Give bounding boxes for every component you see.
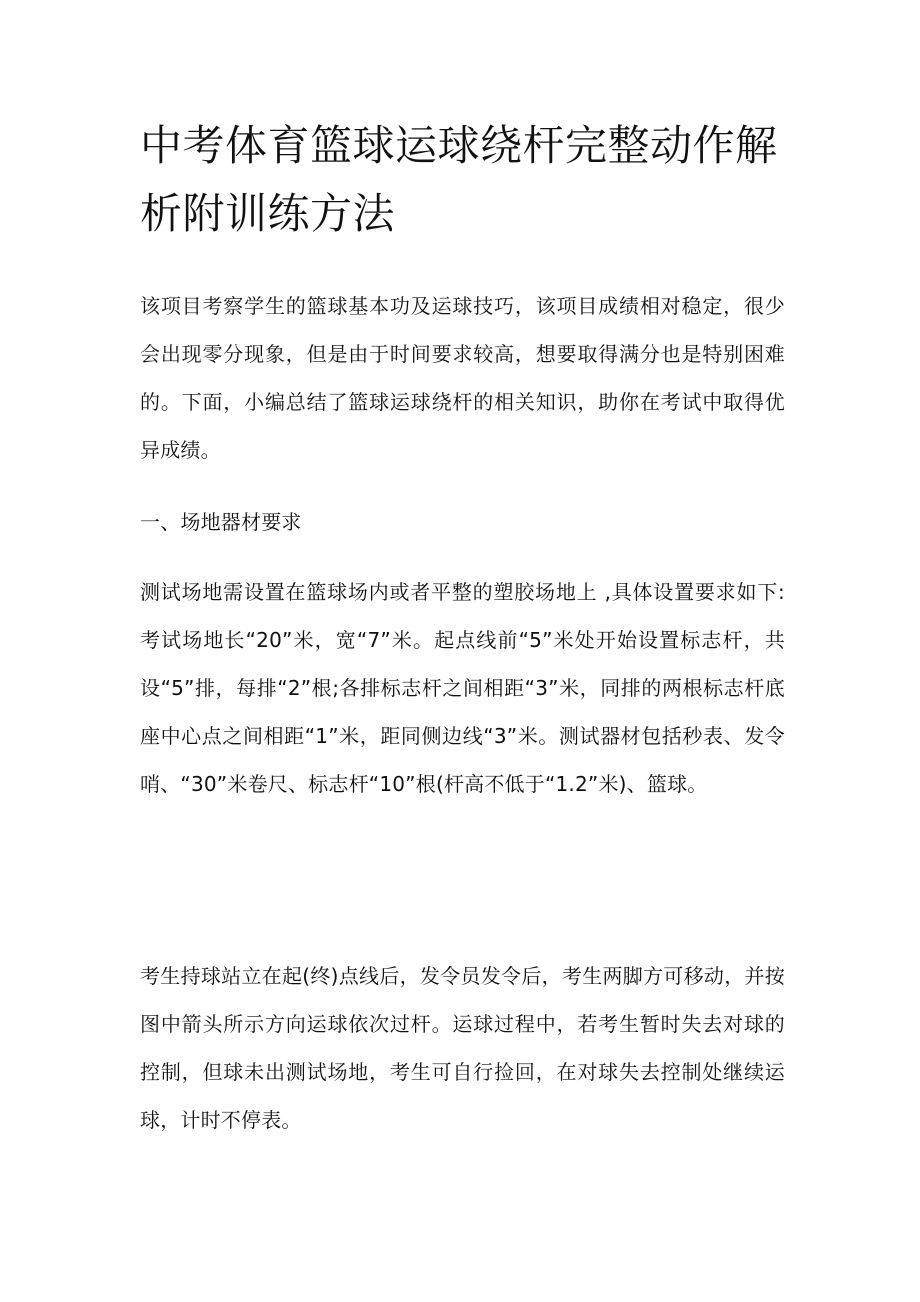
document-title: 中考体育篮球运球绕杆完整动作解析附训练方法 <box>140 121 778 238</box>
section-heading: 一、场地器材要求 <box>140 510 302 534</box>
procedure-paragraph: 考生持球站立在起(终)点线后，发令员发令后，考生两脚方可移动，并按图中箭头所示方向运球依次过杆。运球过程中，若考生暂时失去对球的控制，但球未出测试场地，考生可自行捡回，在对球失去控制处继续运球，计时不停表。 <box>140 964 785 1132</box>
intro-paragraph: 该项目考察学生的篮球基本功及运球技巧，该项目成绩相对稳定，很少会出现零分现象，但是由于时间要求较高，想要取得满分也是特别困难的。下面，小编总结了篮球运球绕杆的相关知识，助你在考试中取得优异成绩。 <box>140 294 785 462</box>
field-setup-paragraph: 测试场地需设置在篮球场内或者平整的塑胶场地上 ,具体设置要求如下: 考试场地长“20”米，宽“7”米。起点线前“5”米处开始设置标志杆，共设“5”排，每排“2”根;各排标志杆之间相距“3”米，同排的两根标志杆底座中心点之间相距“1”米，距同侧边线“3”米。测试器材包括秒表、发令哨、“30”米卷尺、标志杆“10”根(杆高不低于“1.2”米)、篮球。 <box>140 580 785 796</box>
